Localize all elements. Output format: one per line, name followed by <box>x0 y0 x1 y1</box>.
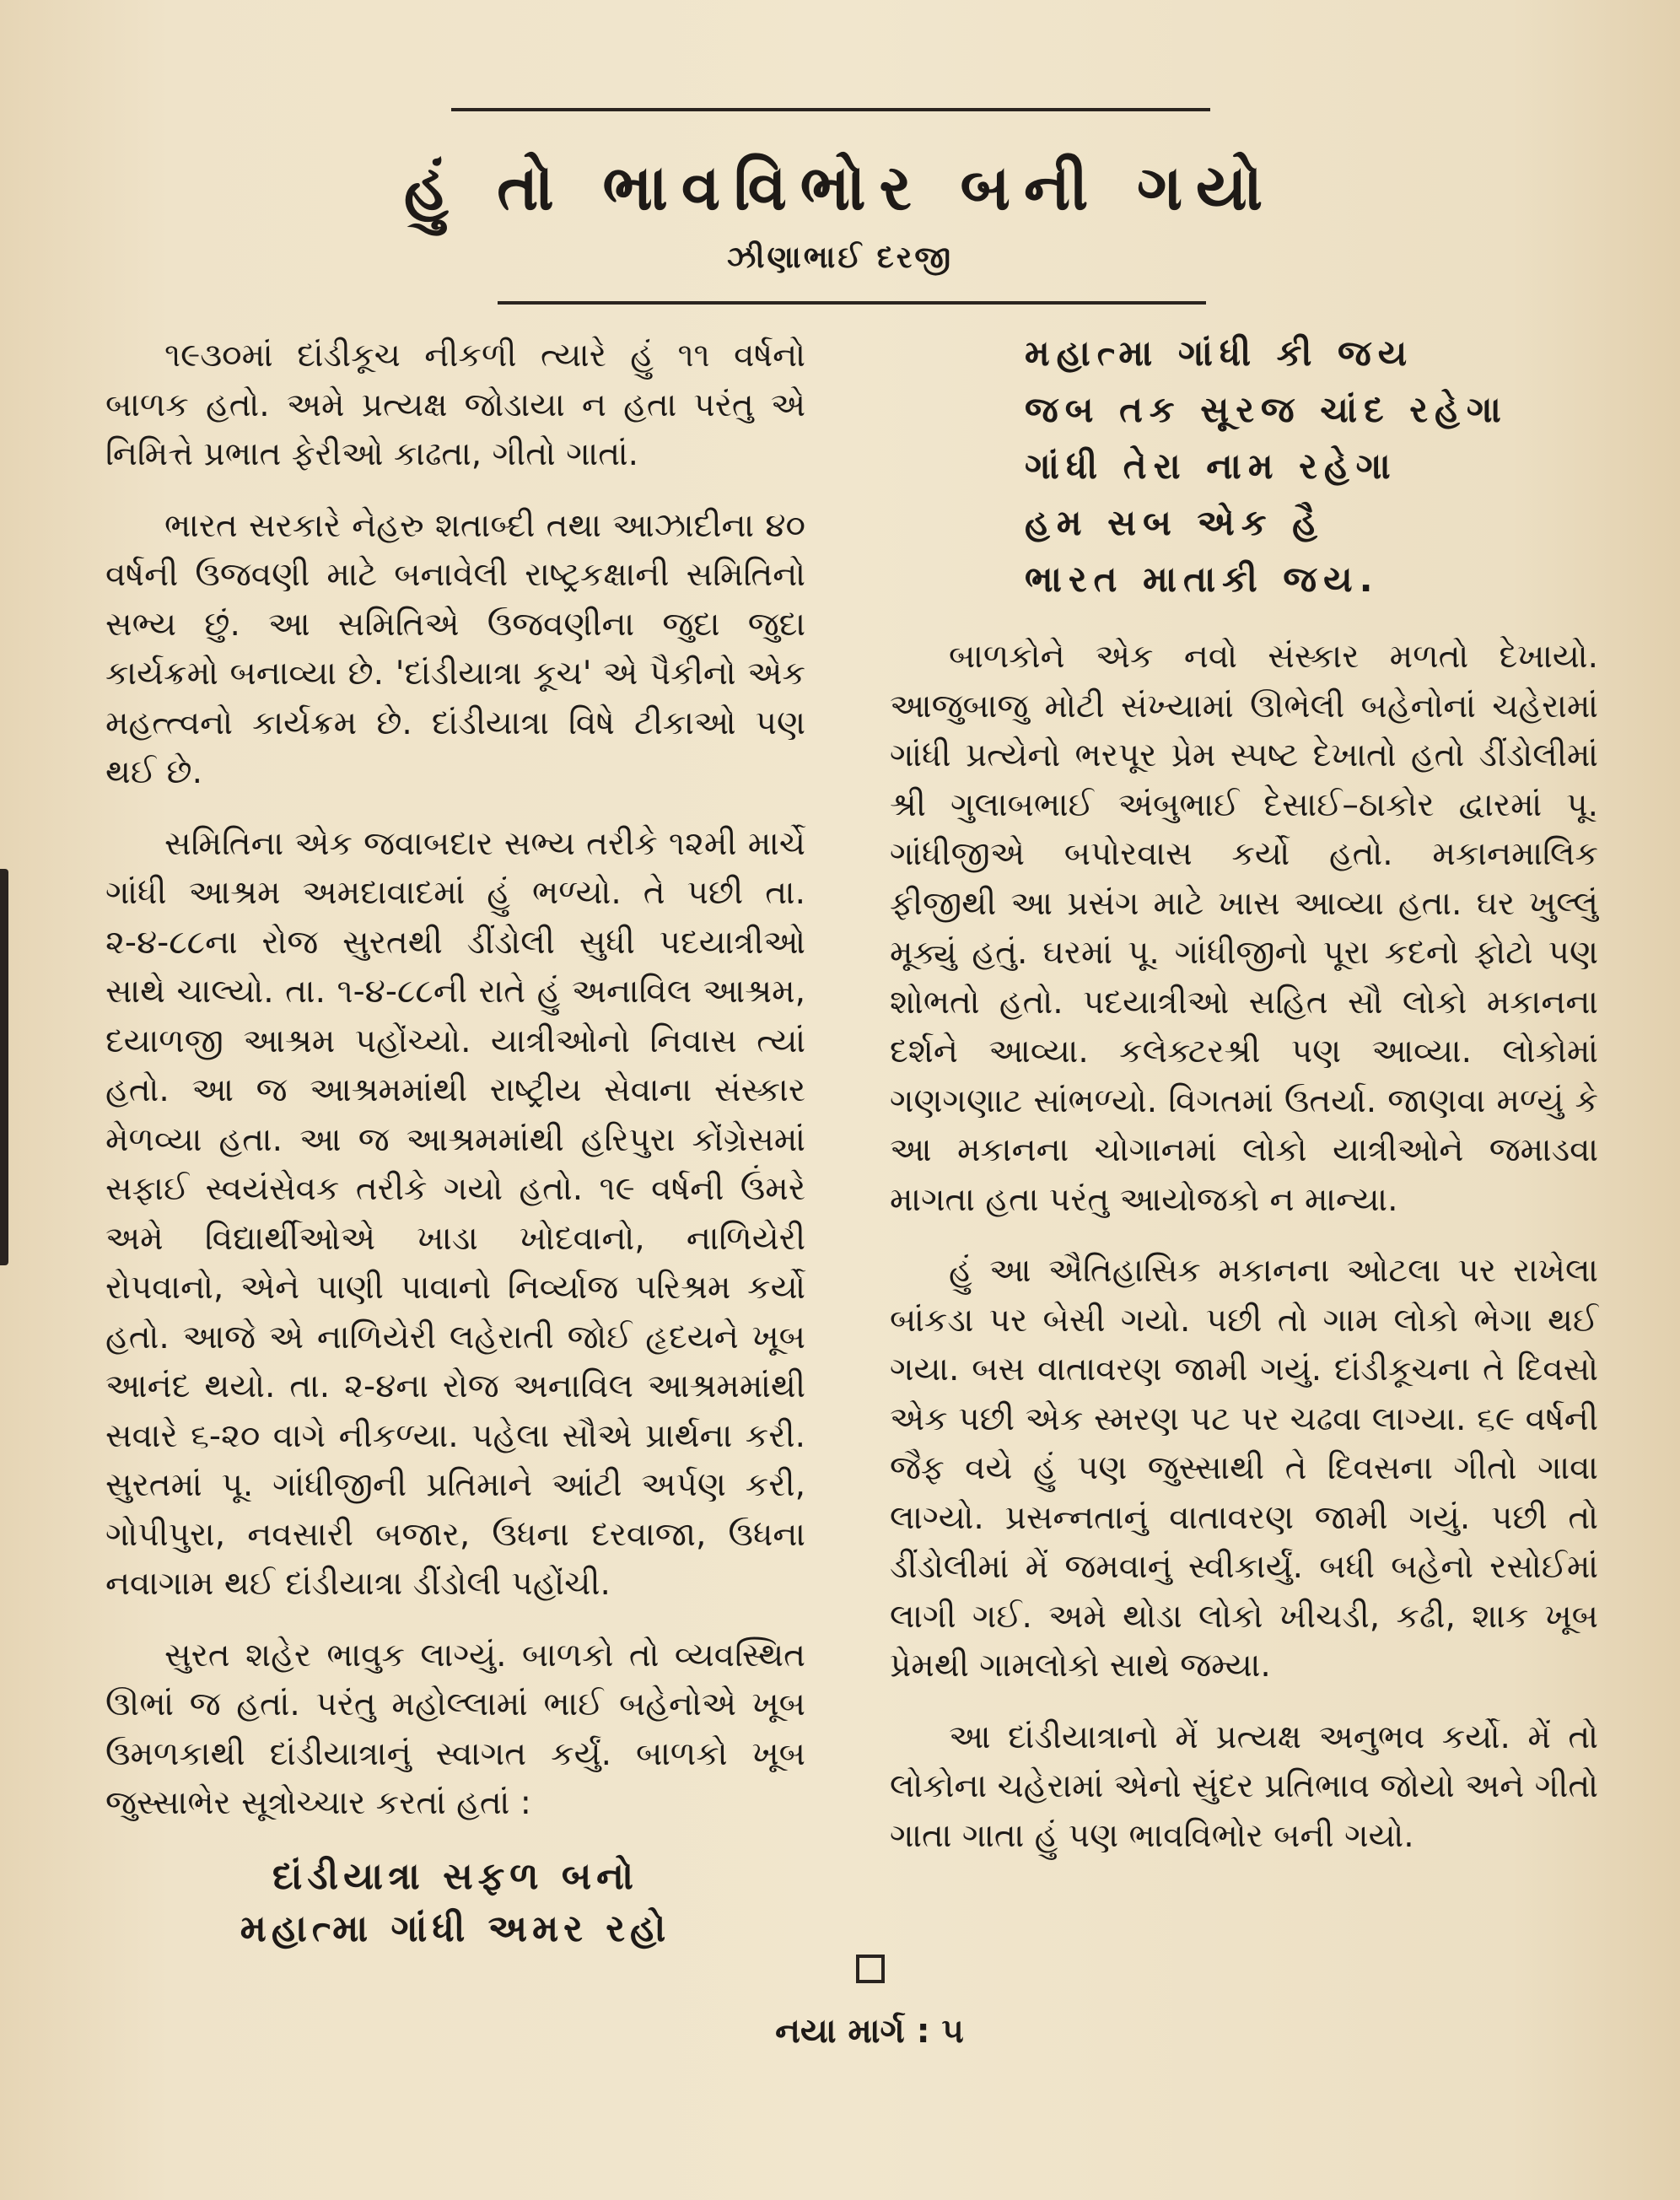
chant-line-2: જબ તક સૂરજ ચાંદ રહેગા <box>1025 389 1508 430</box>
page-footer: નયા માર્ગ : ૫ <box>775 2012 964 2051</box>
left-paragraph-3: સમિતિના એક જવાબદાર સભ્ય તરીકે ૧૨મી માર્ચે ગાંધી આશ્રમ અમદાવાદમાં હું ભળ્યો. તે પછી તા. ૨-૪-૮૮ના રોજ સુરતથી ડીંડોલી સુધી પદયાત્રીઓ સાથે ચાલ્યો. તા. ૧-૪-૮૮ની રાતે હું અનાવિલ આશ્રમ, દયાળજી આશ્રમ પહોંચ્યો. યાત્રીઓનો નિવાસ ત્યાં હતો. આ જ આશ્રમમાંથી રાષ્ટ્રીય સેવાના સંસ્કાર મેળવ્યા હતા. આ જ આશ્રમમાંથી હરિપુરા કોંગ્રેસમાં સફાઈ સ્વયંસેવક તરીકે ગયો હતો. ૧૯ વર્ષની ઉંમરે અમે વિદ્યાર્થીઓએ ખાડા ખોદવાનો, નાળિયેરી રોપવાનો, એને પાણી પાવાનો નિર્વ્યાજ પરિશ્રમ કર્યો હતો. આજે એ નાળિયેરી લહેરાતી જોઈ હૃદયને ખૂબ આનંદ થયો. તા. ૨-૪ના રોજ અનાવિલ આશ્રમમાંથી સવારે ૬-૨૦ વાગે નીકળ્યા. પહેલા સૌએ પ્રાર્થના કરી. સુરતમાં પૂ. ગાંધીજીની પ્રતિમાને આંટી અર્પણ કરી, ગોપીપુરા, નવસારી બજાર, ઉધના દરવાજા, ઉધના નવાગામ થઈ દાંડીયાત્રા ડીંડોલી પહોંચી. <box>105 824 805 1603</box>
left-paragraph-1: ૧૯૩૦માં દાંડીકૂચ નીકળી ત્યારે હું ૧૧ વર્ષનો બાળક હતો. અમે પ્રત્યક્ષ જોડાયા ન હતા પરંતુ એ નિમિત્તે પ્રભાત ફેરીઓ કાઢતા, ગીતો ગાતાં. <box>105 337 805 473</box>
right-paragraph-1: બાળકોને એક નવો સંસ્કાર મળતો દેખાયો. આજુબાજુ મોટી સંખ્યામાં ઊભેલી બહેનોનાં ચહેરામાં ગાંધી પ્રત્યેનો ભરપૂર પ્રેમ સ્પષ્ટ દેખાતો હતો ડીંડોલીમાં શ્રી ગુલાબભાઈ અંબુભાઈ દેસાઈ–ઠાકોર દ્વારમાં પૂ. ગાંધીજીએ બપોરવાસ કર્યો હતો. મકાનમાલિક ફીજીથી આ પ્રસંગ માટે ખાસ આવ્યા હતા. ઘર ખુલ્લું મૂક્યું હતું. ઘરમાં પૂ. ગાંધીજીનો પૂરા કદનો ફોટો પણ શોભતો હતો. પદયાત્રીઓ સહિત સૌ લોકો મકાનના દર્શને આવ્યા. કલેક્ટરશ્રી પણ આવ્યા. લોકોમાં ગણગણાટ સાંભળ્યો. વિગતમાં ઉતર્યા. જાણવા મળ્યું કે આ મકાનના ચોગાનમાં લોકો યાત્રીઓને જમાડવા માગતા હતા પરંતુ આયોજકો ન માન્યા. <box>890 638 1598 1219</box>
end-of-article-square-icon <box>856 1955 885 1983</box>
right-paragraph-3: આ દાંડીયાત્રાનો મેં પ્રત્યક્ષ અનુભવ કર્યો. મેં તો લોકોના ચહેરામાં એનો સુંદર પ્રતિભાવ જોયો અને ગીતો ગાતા ગાતા હું પણ ભાવવિભોર બની ગયો. <box>890 1717 1598 1855</box>
right-paragraph-2: હું આ ઐતિહાસિક મકાનના ઓટલા પર રાખેલા બાંકડા પર બેસી ગયો. પછી તો ગામ લોકો ભેગા થઈ ગયા. બસ વાતાવરણ જામી ગયું. દાંડીકૂચના તે દિવસો એક પછી એક સ્મરણ પટ પર ચઢવા લાગ્યા. ૬૯ વર્ષની જૈફ વયે હું પણ જુસ્સાથી તે દિવસના ગીતો ગાવા લાગ્યો. પ્રસન્નતાનું વાતાવરણ જામી ગયું. પછી તો ડીંડોલીમાં મેં જમવાનું સ્વીકાર્યું. બધી બહેનો રસોઈમાં લાગી ગઈ. અમે થોડા લોકો ખીચડી, કઢી, શાક ખૂબ પ્રેમથી ગામલોકો સાથે જમ્યા. <box>890 1252 1598 1685</box>
chant-line-5: ભારત માતાકી જય. <box>1025 558 1380 600</box>
header-rule <box>498 301 1206 305</box>
left-paragraph-4: સુરત શહેર ભાવુક લાગ્યું. બાળકો તો વ્યવસ્થિત ઊભાં જ હતાં. પરંતુ મહોલ્લામાં ભાઈ બહેનોએ ખૂબ ઉમળકાથી દાંડીયાત્રાનું સ્વાગત કર્યું. બાળકો ખૂબ જુસ્સાભેર સૂત્રોચ્ચાર કરતાં હતાં : <box>105 1636 805 1822</box>
left-paragraph-2: ભારત સરકારે નેહરુ શતાબ્દી તથા આઝાદીના ૪૦ વર્ષની ઉજવણી માટે બનાવેલી રાષ્ટ્રકક્ષાની સમિતિનો સભ્ય છું. આ સમિતિએ ઉજવણીના જુદા જુદા કાર્યક્રમો બનાવ્યા છે. 'દાંડીયાત્રા કૂચ' એ પૈકીનો એક મહત્ત્વનો કાર્યક્રમ છે. દાંડીયાત્રા વિષે ટીકાઓ પણ થઈ છે. <box>105 506 805 791</box>
chant-line-1: મહાત્મા ગાંધી કી જય <box>1025 332 1414 374</box>
chant-line-3: ગાંધી તેરા નામ રહેગા <box>1025 445 1397 487</box>
slogan-line-2: મહાત્મા ગાંધી અમર રહો <box>240 1906 671 1950</box>
article-title: હું તો ભાવવિભોર બની ગયો <box>403 152 1277 224</box>
right-column <box>890 325 1598 1883</box>
page-edge-mark <box>0 869 8 1265</box>
article-author: ઝીણાભાઈ દરજી <box>726 240 954 275</box>
chant-line-4: હમ સબ એક હૈ <box>1025 502 1324 543</box>
chant-block <box>890 325 1598 607</box>
slogan-line-1: દાંડીયાત્રા સફળ બનો <box>272 1854 638 1898</box>
slogan-block <box>105 1851 805 1955</box>
left-column <box>105 332 805 1955</box>
top-rule <box>451 108 1210 111</box>
